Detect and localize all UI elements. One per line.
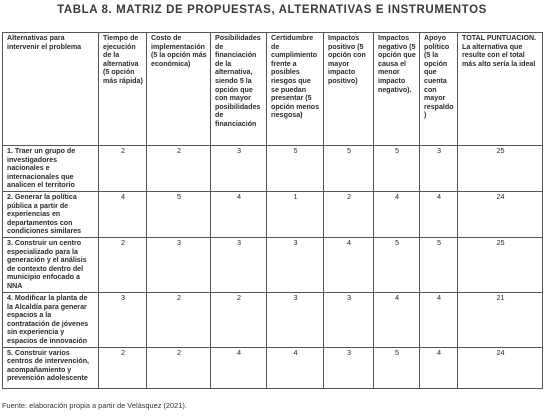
- score-cell: 4: [374, 191, 420, 237]
- header-alternatives: Alternativas para intervenir el problema: [3, 33, 99, 146]
- score-cell: 5: [420, 237, 458, 292]
- score-cell: 4: [374, 292, 420, 347]
- score-cell: 3: [420, 146, 458, 192]
- header-financing-possibilities: Posibilidades de financiación de la alternativa, siendo 5 la opción que con mayor posibilidades de financiación: [211, 33, 267, 146]
- score-cell: 5: [267, 146, 324, 192]
- score-cell: 3: [324, 347, 374, 388]
- score-cell: 2: [99, 237, 147, 292]
- alternative-cell: 3. Construir un centro especializado para la generación y el análisis de contexto dentro del municipio enfocado a NNA: [3, 237, 99, 292]
- proposals-matrix-table: [2, 32, 543, 389]
- alternative-cell: 2. Generar la política pública a partir de experiencias en departamentos con condiciones similares: [3, 191, 99, 237]
- score-cell: 2: [211, 292, 267, 347]
- score-cell: 3: [99, 292, 147, 347]
- score-cell: 5: [374, 347, 420, 388]
- score-cell: 4: [420, 191, 458, 237]
- source-note: Fuente: elaboración propia a partir de Velásquez (2021).: [2, 401, 187, 410]
- score-cell: 4: [99, 191, 147, 237]
- header-implementation-cost: Costo de implementación (5 la opción más económica): [147, 33, 211, 146]
- score-cell: 2: [147, 146, 211, 192]
- score-cell: 3: [211, 146, 267, 192]
- table-title: TABLA 8. MATRIZ DE PROPUESTAS, ALTERNATIVAS E INSTRUMENTOS: [57, 4, 487, 16]
- alternative-cell: 1. Traer un grupo de investigadores nacionales e internacionales que analicen el territorio: [3, 146, 99, 192]
- score-cell: 5: [374, 146, 420, 192]
- score-cell: 2: [99, 347, 147, 388]
- score-cell: 5: [374, 237, 420, 292]
- table-row: [3, 237, 543, 292]
- table-row: [3, 347, 543, 388]
- header-negative-impact: Impactos negativo (5 opción que causa el menor impacto negativo).: [374, 33, 420, 146]
- alternative-cell: 4. Modificar la planta de la Alcaldía para generar espacios a la contratación de jóvenes sin experiencia y espacios de innovación: [3, 292, 99, 347]
- table-row: [3, 191, 543, 237]
- score-cell: 5: [147, 191, 211, 237]
- score-cell: 3: [211, 237, 267, 292]
- total-score-cell: 25: [458, 237, 543, 292]
- total-score-cell: 21: [458, 292, 543, 347]
- total-score-cell: 24: [458, 347, 543, 388]
- score-cell: 2: [147, 292, 211, 347]
- header-certainty: Certidumbre de cumplimiento frente a posibles riesgos que se puedan presentar (5 opción menos riesgosa): [267, 33, 324, 146]
- score-cell: 1: [267, 191, 324, 237]
- score-cell: 4: [420, 292, 458, 347]
- score-cell: 2: [324, 191, 374, 237]
- score-cell: 4: [420, 347, 458, 388]
- table-row: [3, 146, 543, 192]
- score-cell: 4: [267, 347, 324, 388]
- score-cell: 2: [99, 146, 147, 192]
- header-execution-time: Tiempo de ejecución de la alternativa (5 opción más rápida): [99, 33, 147, 146]
- score-cell: 3: [267, 237, 324, 292]
- score-cell: 4: [211, 191, 267, 237]
- alternative-cell: 5. Construir varios centros de intervención, acompañamiento y prevención adolescente: [3, 347, 99, 388]
- score-cell: 3: [267, 292, 324, 347]
- header-political-support: Apoyo político (5 la opción que cuenta con mayor respaldo): [420, 33, 458, 146]
- score-cell: 3: [324, 292, 374, 347]
- table-row: [3, 292, 543, 347]
- total-score-cell: 24: [458, 191, 543, 237]
- header-total-score: TOTAL PUNTUACION. La alternativa que resulte con el total más alto sería la ideal: [458, 33, 543, 146]
- score-cell: 4: [324, 237, 374, 292]
- total-score-cell: 25: [458, 146, 543, 192]
- score-cell: 2: [147, 347, 211, 388]
- table-header-row: [3, 33, 543, 146]
- score-cell: 4: [211, 347, 267, 388]
- score-cell: 5: [324, 146, 374, 192]
- header-positive-impact: Impactos positivo (5 opción con mayor impacto positivo): [324, 33, 374, 146]
- score-cell: 3: [147, 237, 211, 292]
